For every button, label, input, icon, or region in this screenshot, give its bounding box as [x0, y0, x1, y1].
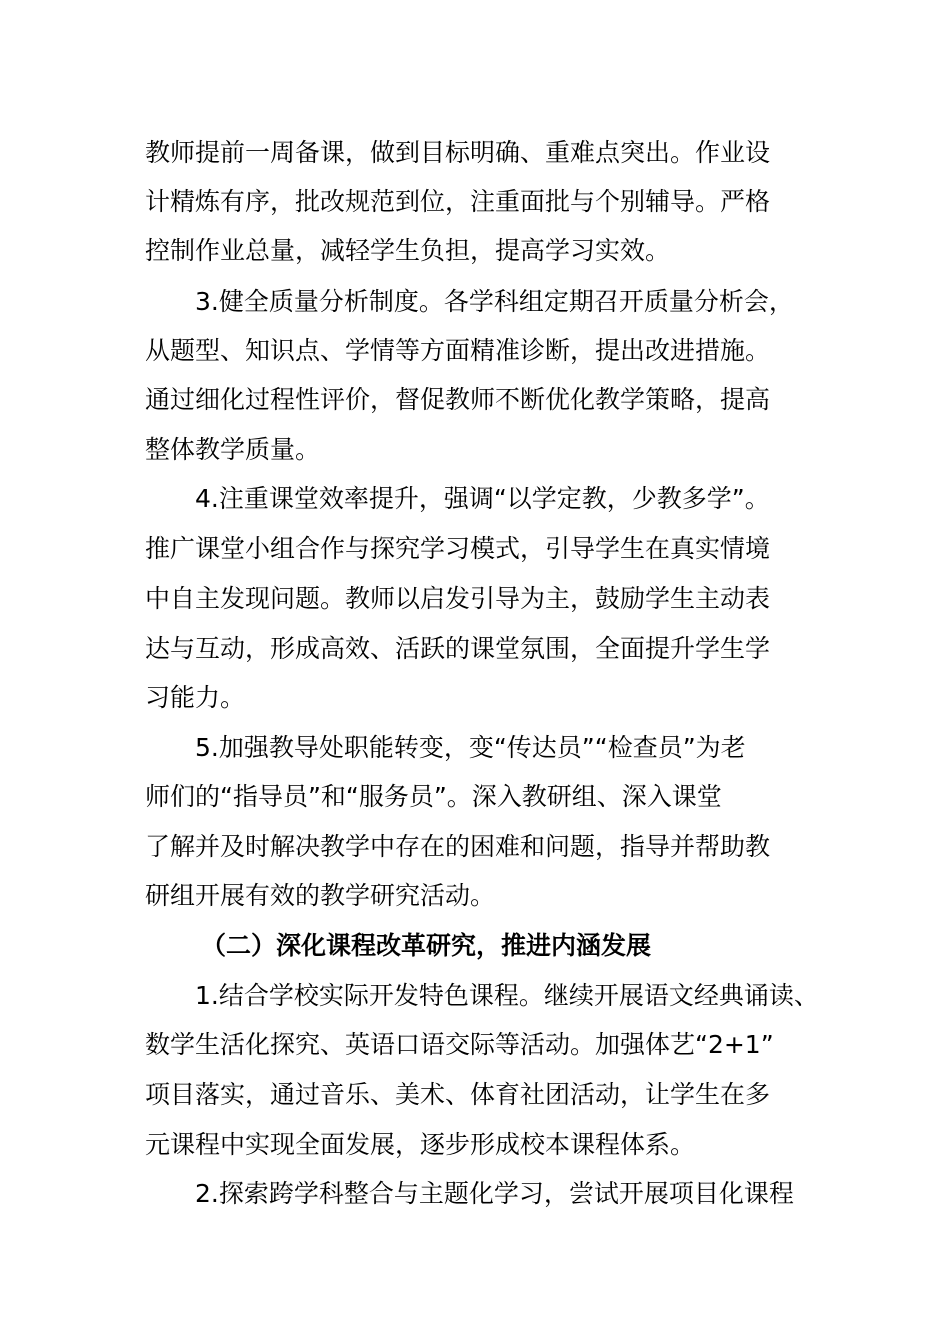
body-text-line: 习能力。: [145, 683, 246, 712]
body-text-line: 控制作业总量，减轻学生负担，提高学习实效。: [145, 236, 671, 265]
body-text-line: 教师提前一周备课，做到目标明确、重难点突出。作业设: [145, 138, 771, 167]
paragraph-4-first-line: 4.注重课堂效率提升，强调“以学定教，少教多学”。: [195, 484, 770, 513]
body-text-line: 推广课堂小组合作与探究学习模式，引导学生在真实情境: [145, 534, 771, 563]
body-text-line: 项目落实，通过音乐、美术、体育社团活动，让学生在多: [145, 1080, 771, 1109]
body-text-line: 研组开展有效的教学研究活动。: [145, 881, 496, 910]
paragraph-3-first-line: 3.健全质量分析制度。各学科组定期召开质量分析会，: [195, 287, 794, 316]
section-heading: （二）深化课程改革研究，推进内涵发展: [201, 931, 652, 960]
body-text-line: 整体教学质量。: [145, 435, 321, 464]
paragraph-5-first-line: 5.加强教导处职能转变，变“传达员”“检查员”为老: [195, 733, 746, 762]
paragraph-1-first-line: 1.结合学校实际开发特色课程。继续开展语文经典诵读、: [195, 981, 819, 1010]
body-text-line: 从题型、知识点、学情等方面精准诊断，提出改进措施。: [145, 336, 771, 365]
body-text-line: 计精炼有序，批改规范到位，注重面批与个别辅导。严格: [145, 187, 771, 216]
paragraph-2-first-line: 2.探索跨学科整合与主题化学习，尝试开展项目化课程: [195, 1179, 794, 1208]
body-text-line: 中自主发现问题。教师以启发引导为主，鼓励学生主动表: [145, 584, 771, 613]
body-text-line: 师们的“指导员”和“服务员”。深入教研组、深入课堂: [145, 782, 722, 811]
body-text-line: 了解并及时解决教学中存在的困难和问题，指导并帮助教: [145, 832, 771, 861]
body-text-line: 元课程中实现全面发展，逐步形成校本课程体系。: [145, 1130, 696, 1159]
body-text-line: 通过细化过程性评价，督促教师不断优化教学策略，提高: [145, 385, 771, 414]
body-text-line: 达与互动，形成高效、活跃的课堂氛围，全面提升学生学: [145, 634, 771, 663]
body-text-line: 数学生活化探究、英语口语交际等活动。加强体艺“2+1”: [145, 1030, 774, 1059]
